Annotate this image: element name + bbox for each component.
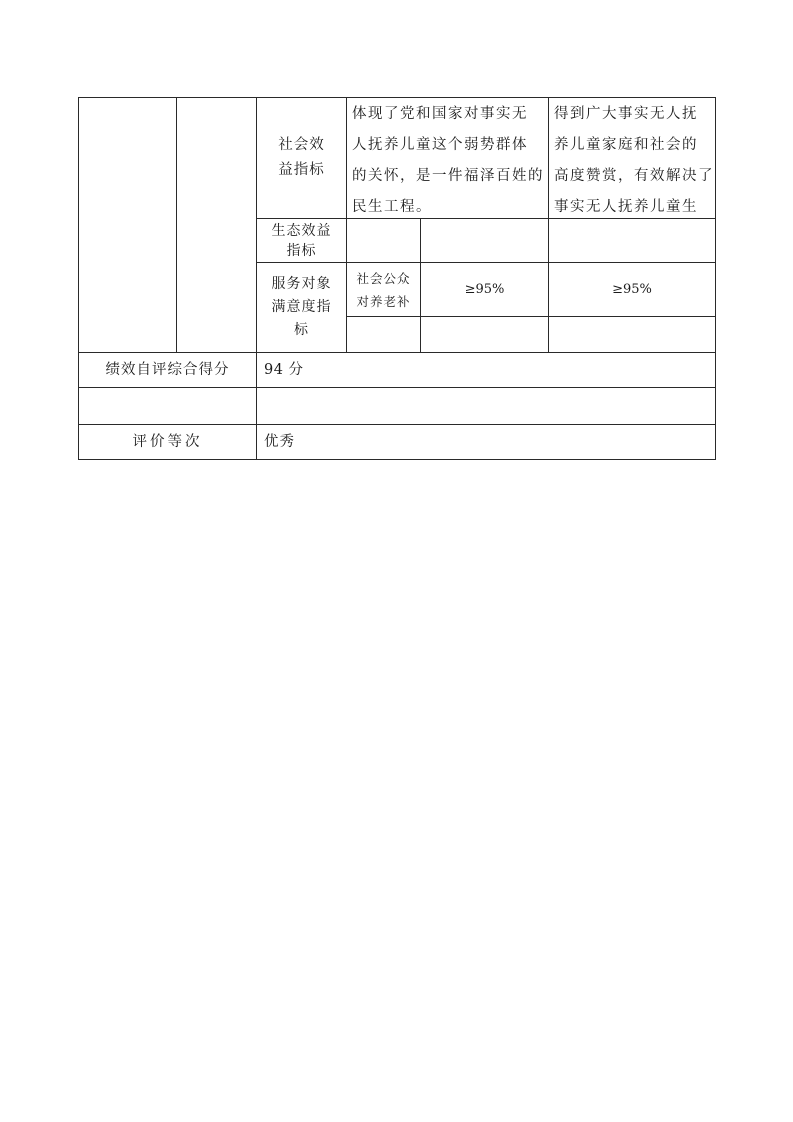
satisfaction-label: 服务对象 满意度指 标 (271, 276, 332, 338)
score-value: 94 分 (264, 362, 304, 378)
grade-label: 评价等次 (132, 434, 203, 450)
row-divider-satisfaction-mid (346, 316, 716, 317)
table-border-left (78, 97, 79, 460)
table-border-bottom (78, 459, 716, 460)
satisfaction-sub-indicator: 社会公众 对养老补 (356, 270, 411, 309)
social-benefit-indicator-value: 体现了党和国家对事实无 人抚养儿童这个弱势群体 的关怀，是一件福泽百姓的 民生工程。 (352, 106, 544, 215)
social-benefit-actual-value: 得到广大事实无人抚 养儿童家庭和社会的 高度赞赏，有效解决了 事实无人抚养儿童生 (554, 106, 714, 215)
score-label: 绩效自评综合得分 (105, 362, 230, 378)
table-border-top (78, 97, 716, 98)
satisfaction-actual-value: ≥95% (612, 281, 652, 297)
ecological-benefit-label: 生态效益 指标 (271, 222, 332, 259)
social-benefit-label: 社会效 益指标 (278, 137, 325, 178)
table-border-right (715, 97, 716, 460)
satisfaction-indicator-value: ≥95% (464, 281, 505, 297)
row-divider-empty-top (78, 387, 716, 388)
column-divider-1 (176, 97, 177, 353)
grade-value: 优秀 (264, 434, 295, 450)
